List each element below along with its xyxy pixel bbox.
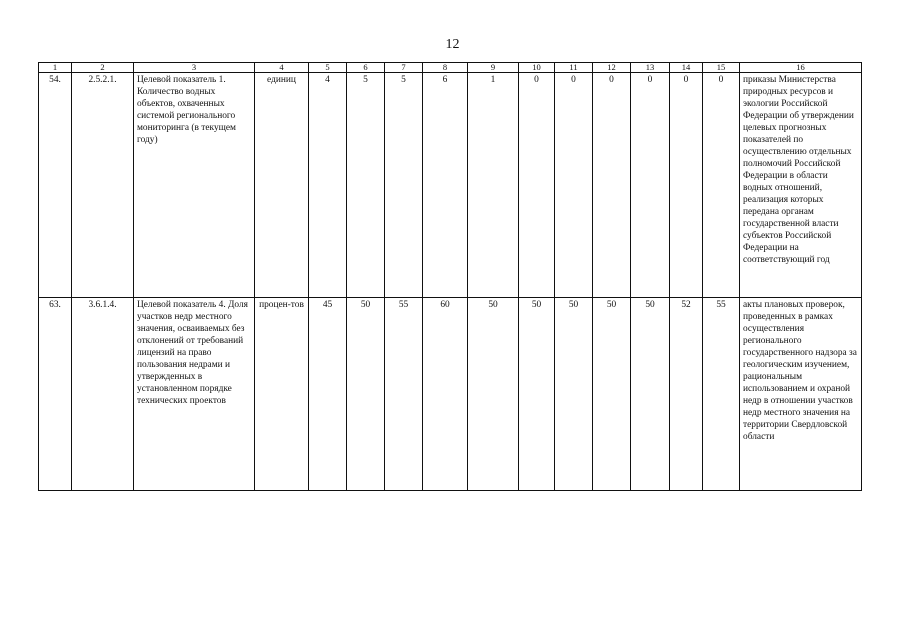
column-number: 4 <box>255 63 309 73</box>
value-cell: 0 <box>519 73 555 298</box>
column-number-row <box>39 63 862 73</box>
column-number: 3 <box>134 63 255 73</box>
source-document: акты плановых проверок, проведенных в рамках осуществления регионального государственного надзора за геологическим изучением, рациональным использованием и охраной недр в отношении участков недр местного значения на территории Свердловской области <box>740 298 862 491</box>
value-cell: 50 <box>631 298 670 491</box>
value-cell: 50 <box>593 298 631 491</box>
column-number: 2 <box>72 63 134 73</box>
value-cell: 50 <box>519 298 555 491</box>
column-number: 8 <box>423 63 468 73</box>
value-cell: 6 <box>423 73 468 298</box>
column-number: 12 <box>593 63 631 73</box>
column-number: 16 <box>740 63 862 73</box>
row-number: 54. <box>39 73 72 298</box>
column-number: 7 <box>385 63 423 73</box>
source-document: приказы Министерства природных ресурсов и экологии Российской Федерации об утверждении целевых прогнозных показателей по осуществлению отдельных полномочий Российской Федерации в области водных отношений, реализация которых передана органам государственной власти субъектов Российской Федерации на соответствующий год <box>740 73 862 298</box>
unit: процен-тов <box>255 298 309 491</box>
value-cell: 5 <box>385 73 423 298</box>
table-row <box>39 298 862 491</box>
value-cell: 0 <box>703 73 740 298</box>
column-number: 5 <box>309 63 347 73</box>
indicator-name: Целевой показатель 1. Количество водных объектов, охваченных системой регионального мониторинга (в текущем году) <box>134 73 255 298</box>
value-cell: 55 <box>385 298 423 491</box>
column-number: 15 <box>703 63 740 73</box>
value-cell: 60 <box>423 298 468 491</box>
column-number: 14 <box>670 63 703 73</box>
value-cell: 1 <box>468 73 519 298</box>
column-number: 1 <box>39 63 72 73</box>
indicators-table <box>38 62 862 491</box>
column-number: 13 <box>631 63 670 73</box>
value-cell: 55 <box>703 298 740 491</box>
column-number: 6 <box>347 63 385 73</box>
row-number: 63. <box>39 298 72 491</box>
table-row <box>39 73 862 298</box>
value-cell: 52 <box>670 298 703 491</box>
value-cell: 50 <box>468 298 519 491</box>
value-cell: 0 <box>631 73 670 298</box>
value-cell: 4 <box>309 73 347 298</box>
column-number: 10 <box>519 63 555 73</box>
value-cell: 50 <box>347 298 385 491</box>
row-code: 3.6.1.4. <box>72 298 134 491</box>
page-number: 12 <box>445 37 460 52</box>
column-number: 9 <box>468 63 519 73</box>
value-cell: 5 <box>347 73 385 298</box>
value-cell: 0 <box>555 73 593 298</box>
indicator-name: Целевой показатель 4. Доля участков недр местного значения, осваиваемых без отклонений от требований лицензий на право пользования недрами и утвержденных в установленном порядке технических проектов <box>134 298 255 491</box>
value-cell: 0 <box>593 73 631 298</box>
value-cell: 0 <box>670 73 703 298</box>
value-cell: 50 <box>555 298 593 491</box>
value-cell: 45 <box>309 298 347 491</box>
row-code: 2.5.2.1. <box>72 73 134 298</box>
column-number: 11 <box>555 63 593 73</box>
unit: единиц <box>255 73 309 298</box>
